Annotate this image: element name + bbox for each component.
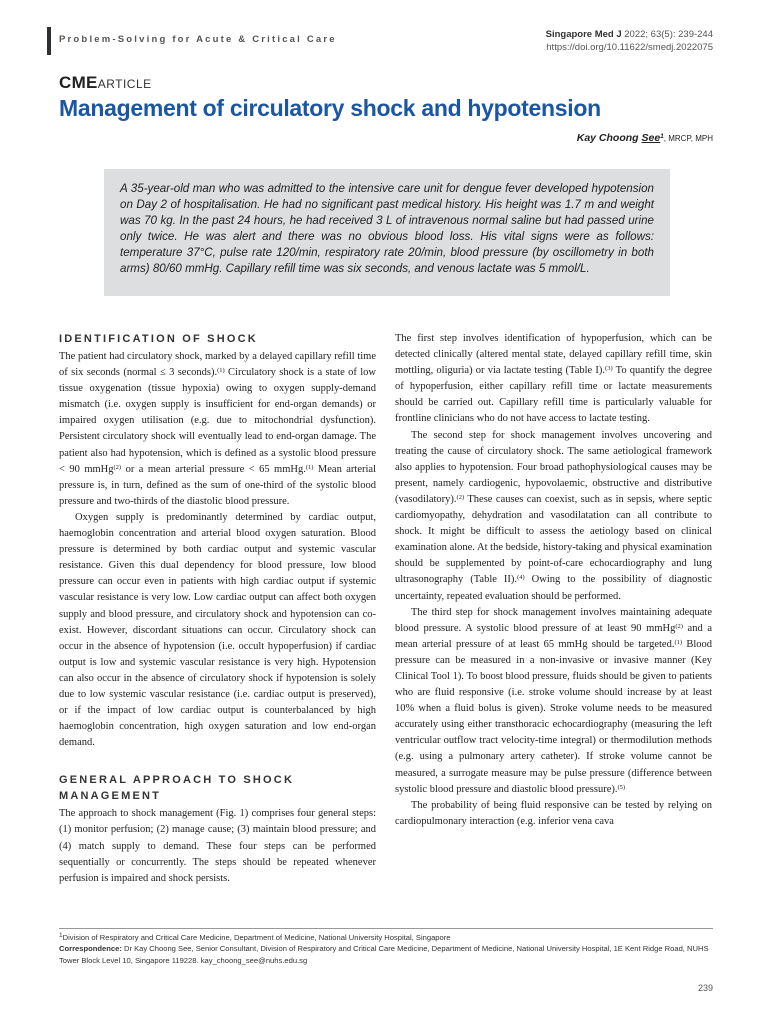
right-column: [395, 331, 712, 830]
article-type-sub: ARTICLE: [97, 77, 152, 91]
page-number: 239: [697, 983, 713, 993]
article-title: Management of circulatory shock and hypotension: [59, 95, 601, 121]
journal-issue: 2022; 63(5): 239-244: [624, 29, 713, 40]
journal-citation: [546, 28, 713, 54]
section-heading-general-approach: GENERAL APPROACH TO SHOCK MANAGEMENT: [59, 774, 295, 803]
affiliation-footnote: $^1$Division of Respiratory and Critical Care Medicine, Department of Medicine, National University Hospital, Singapore: [59, 932, 451, 942]
article-type-main: CME: [59, 73, 98, 92]
article-type: [59, 73, 152, 93]
paragraph: The first step involves identification of hypoperfusion, which can be detected clinically (altered mental state, delayed capillary refill time, skin mottling, oliguria) or via lactate testing (Table I).$^{(3)}$ To quantify the degree of hypoperfusion, either capillary refill time or lactate measurements should be carried out. Capillary refill time is particularly valuable for frontline clinicians who do not have access to lactate testing.: [395, 333, 712, 425]
journal-name: Singapore Med J: [545, 29, 622, 40]
paragraph: Oxygen supply is predominantly determined by cardiac output, haemoglobin concentration and arterial blood oxygen saturation. Blood pressure is determined by both cardiac output and systemic vascular resistance. Given this dual dependency for blood pressure, low blood pressure can occur even in patients with high cardiac output if systemic vascular resistance is very low. Low cardiac output can affect both oxygen supply and blood pressure, and circulatory shock and hypotension can co-exist. However, discordant situations can occur. Circulatory shock can occur in the absence of hypotension (i.e. occult hypoperfusion) if cardiac output is low and systemic vascular resistance is very high. Hypotension can also occur in the absence of circulatory shock if hypotension is solely due to low systemic vascular resistance (i.e. cardiac output is preserved), or if the impact of low cardiac output is counterbalanced by high haemoglobin concentration, high oxygen saturation and low end-organ demand.: [59, 511, 376, 749]
author-name: Kay Choong: [576, 132, 642, 144]
author-surname[interactable]: See: [641, 132, 661, 144]
author-degrees: , MRCP, MPH: [663, 134, 713, 143]
header-accent-bar: [47, 27, 51, 55]
paragraph: The third step for shock management involves maintaining adequate blood pressure. A systolic blood pressure of at least 90 mmHg$^{(2)}$ and a mean arterial pressure of at least 65 mmHg should be targeted.$^{(1)}$ Blood pressure can be measured in a non-invasive or invasive manner (Key Clinical Tool 1). To boost blood pressure, fluids should be given to patients who are fluid responsive (i.e. stroke volume should increase by at least 10% when a fluid bolus is given). Stroke volume needs to be measured accurately using either transthoracic echocardiography (measuring the left ventricular outflow tract velocity-time integral) or thermodilution methods (e.g. using a pulmonary artery catheter). If stroke volume cannot be measured, a surrogate measure may be pulse pressure (difference between systolic blood pressure and diastolic blood pressure).$^{(5)}$: [395, 606, 712, 795]
paragraph: The approach to shock management (Fig. 1) comprises four general steps: (1) monitor perfusion; (2) manage cause; (3) maintain blood pressure; and (4) match supply to demand. These four steps can be performed sequentially or concurrently. The steps should be repeated whenever perfusion is impaired and shock persists.: [59, 808, 376, 884]
doi-link[interactable]: https://doi.org/10.11622/smedj.2022075: [546, 42, 713, 53]
paragraph: The probability of being fluid responsive can be tested by relying on cardiopulmonary interaction (e.g. inferior vena cava: [395, 799, 712, 827]
correspondence-footnote: Correspondence: Dr Kay Choong See, Senior Consultant, Division of Respiratory and Critical Care Medicine, Department of Medicine, National University Hospital, 1E Kent Ridge Road, NUHS Tower Block Level 10, Singapore 119228. kay_choong_see@nuhs.edu.sg: [59, 944, 709, 965]
section-tag: Problem-Solving for Acute & Critical Care: [59, 34, 337, 45]
author-line: [577, 132, 713, 144]
section-heading-identification: IDENTIFICATION OF SHOCK: [59, 333, 258, 345]
paragraph: The patient had circulatory shock, marked by a delayed capillary refill time of six seconds (normal ≤ 3 seconds).$^{(1)}$ Circulatory shock is a state of low tissue oxygenation (tissue hypoxia) owing to oxygen supply-demand mismatch (i.e. oxygen supply is insufficient for end-organ demands) or impaired oxygen utilisation (e.g. due to mitochondrial dysfunction). Persistent circulatory shock will eventually lead to end-organ damage. The patient also had hypotension, which is defined as a systolic blood pressure < 90 mmHg$^{(2)}$ or a mean arterial pressure < 65 mmHg.$^{(1)}$ Mean arterial pressure is, in turn, defined as the sum of one-third of the systolic blood pressure and two-thirds of the diastolic blood pressure.: [59, 351, 377, 507]
case-scenario-text: A 35-year-old man who was admitted to the intensive care unit for dengue fever developed hypotension on Day 2 of hospitalisation. He had no significant past medical history. His height was 1.7 m and weight was 70 kg. In the past 24 hours, he had received 3 L of intravenous normal saline but had passed urine only twice. He was alert and there was no obvious blood loss. His vital signs were as follows: temperature 37°C, pulse rate 120/min, respiratory rate 20/min, blood pressure (by oscillometry in both arms) 80/60 mmHg. Capillary refill time was six seconds, and venous lactate was 5 mmol/L.: [120, 182, 654, 276]
footer-divider: [59, 928, 713, 929]
case-scenario-box: [104, 169, 670, 296]
paragraph: The second step for shock management involves uncovering and treating the cause of circulatory shock. The same aetiological framework also applies to hypotension. Four broad pathophysiological causes may be present, namely cardiogenic, hypovolaemic, obstructive and distributive (vasodilatory).$^{(2)}$ These causes can coexist, such as in sepsis, where septic cardiomyopathy, dehydration and vasodilatation can all contribute to shock. It might be difficult to assess the aetiology based on clinical examination alone. At the bedside, history-taking and physical examination should be supplemented by point-of-care echocardiography and lung ultrasonography (Table II).$^{(4)}$ Owing to the possibility of diagnostic uncertainty, repeated evaluation should be performed.: [395, 429, 713, 602]
left-column: [59, 331, 376, 887]
author-affiliation-marker: 1: [660, 133, 664, 140]
